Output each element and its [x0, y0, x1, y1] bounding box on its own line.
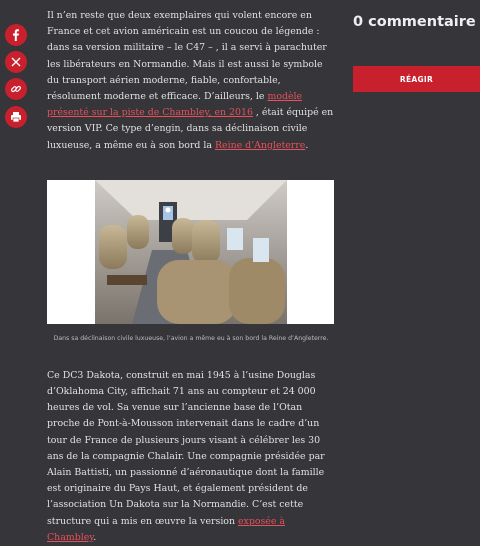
print-button[interactable]	[5, 106, 27, 128]
paragraph-text: Il n’en reste que deux exemplaires qui volent encore en France et cet avion américain est un coucou de légende : dans sa version militaire – le C47 – , il a servi à parachuter les libérateurs en Normandie. Mais il est aussi le symbole du transport aérien moderne, fiable, confortable, résolument moderne et efficace. D’ailleurs, le	[47, 10, 327, 103]
copy-link-button[interactable]	[5, 78, 27, 100]
facebook-icon	[10, 29, 22, 41]
article-paragraph	[47, 8, 335, 154]
link-icon	[10, 83, 22, 95]
paragraph-text: .	[305, 139, 309, 151]
facebook-share-button[interactable]	[5, 24, 27, 46]
react-button[interactable]: RÉAGIR	[353, 66, 480, 92]
print-icon	[10, 111, 22, 123]
reine-angleterre-link[interactable]: Reine d’Angleterre	[214, 139, 306, 151]
exposee-chambley-link[interactable]: exposée à Chambley	[47, 515, 285, 543]
comments-title: 0 commentaire	[353, 14, 476, 30]
article-paragraph	[47, 368, 335, 546]
x-share-button[interactable]	[5, 51, 27, 73]
paragraph-text: , était équipé en version VIP. Ce type d’engin, dans sa déclinaison civile luxueuse, a même eu à son bord la	[47, 107, 334, 151]
cabin-interior-image	[47, 180, 334, 324]
paragraph-text: Ce DC3 Dakota, construit en mai 1945 à l’usine Douglas d’Oklahoma City, affichait 71 ans au compteur et 24 000 heures de vol. Sa venue sur l’ancienne base de l’Otan proche de Pont-à-Mousson intervenait dans le cadre d’un tour de France de plusieurs jours visant à célébrer les 30 ans de la compagnie Chalair. Une compagnie présidée par Alain Battisti, un passionné d’aéronautique dont la famille est originaire du Pays Haut, et également président de l’association Un Dakota sur la Normandie. C’est cette structure qui a mis en œuvre la version	[47, 369, 325, 527]
chambley-2016-link[interactable]: modèle présenté sur la piste de Chambley, en 2016	[47, 91, 303, 119]
photo-caption: Dans sa déclinaison civile luxueuse, l’avion a même eu à son bord la Reine d’Angleterre.	[53, 334, 329, 342]
cabin-photo	[47, 180, 334, 324]
paragraph-text: .	[93, 531, 97, 543]
article-body	[47, 8, 335, 546]
x-icon	[10, 56, 22, 68]
